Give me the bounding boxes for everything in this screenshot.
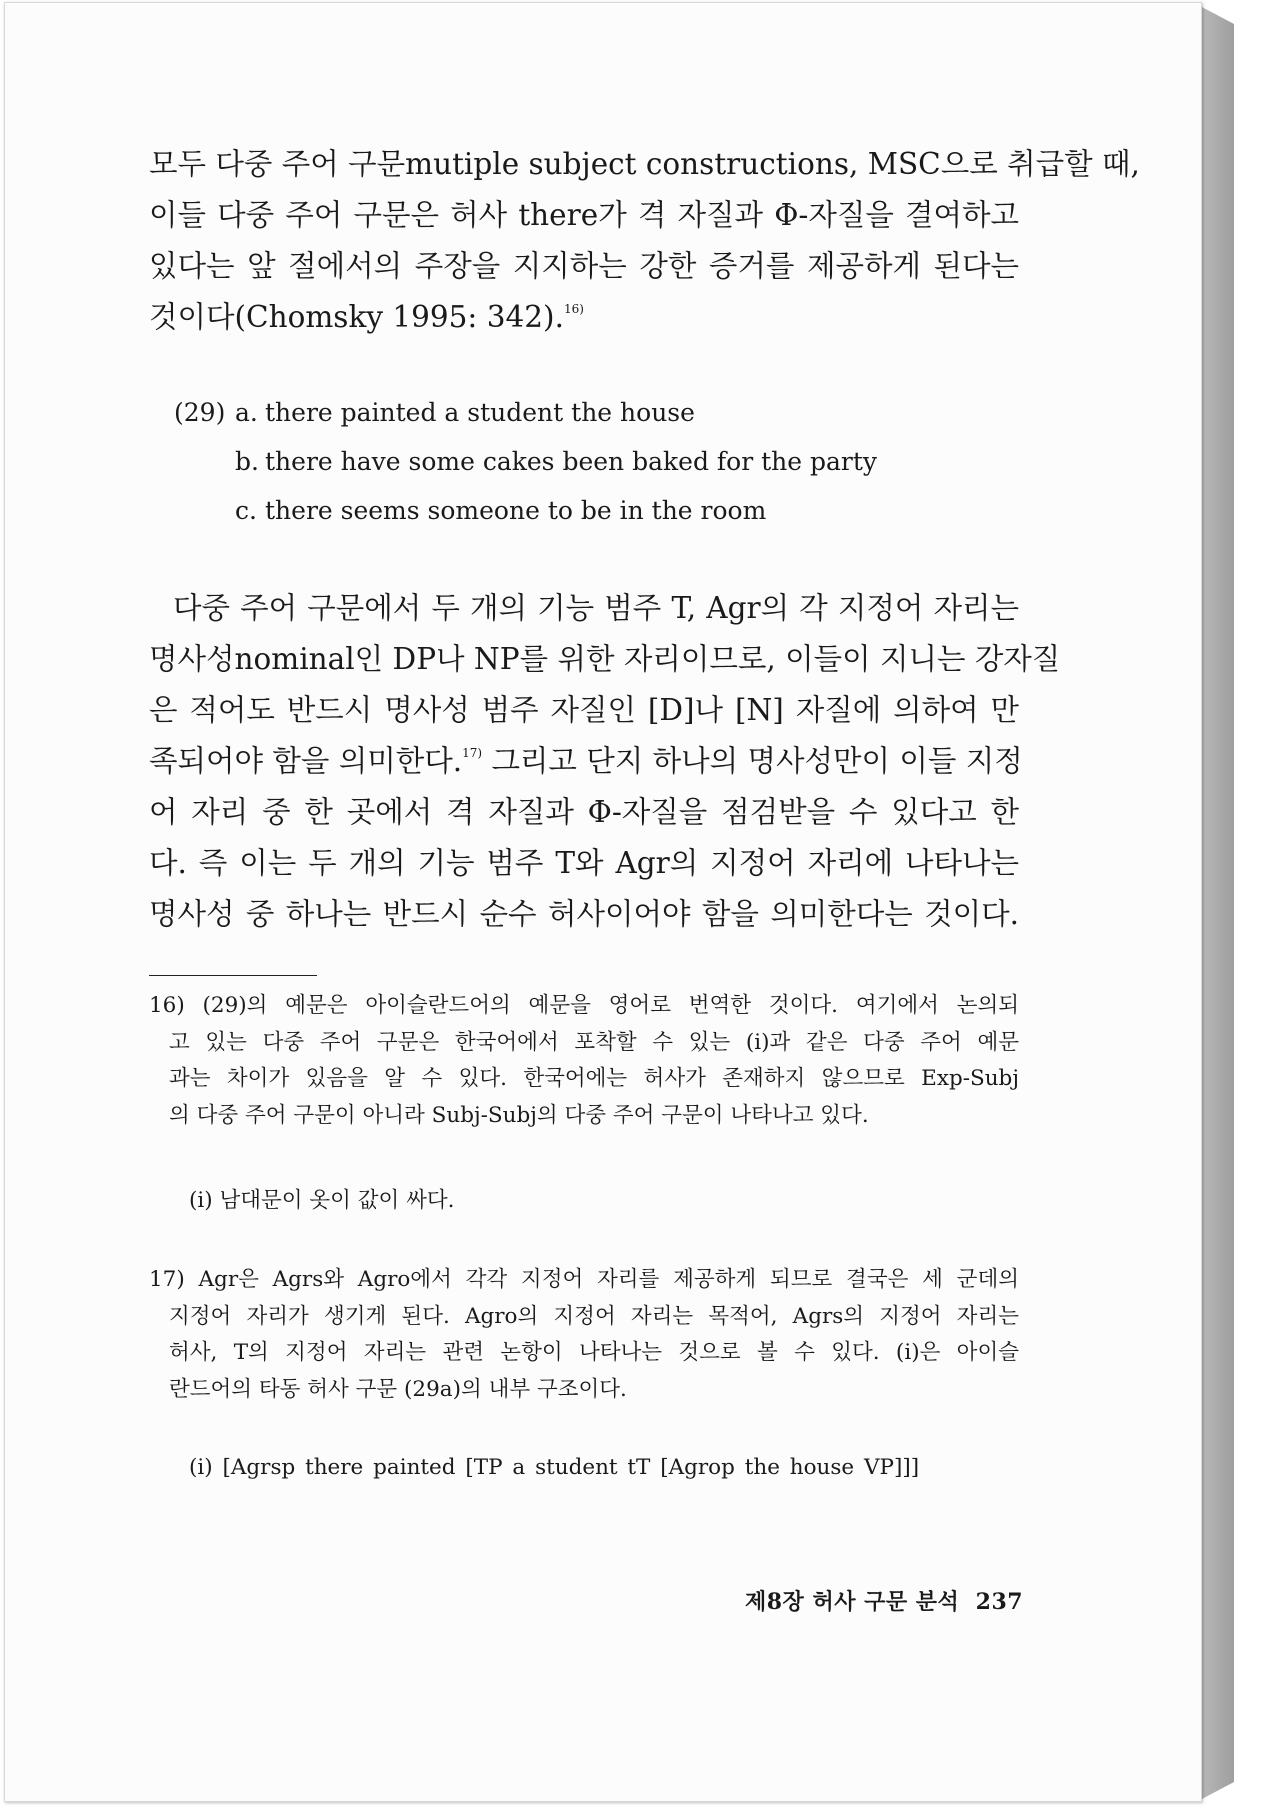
paragraph-text: 것이다(Chomsky 1995: 342).	[149, 300, 564, 334]
footnote-17	[149, 1262, 1019, 1409]
paragraph-line: 이들 다중 주어 구문은 허사 there가 격 자질과 Φ-자질을 결여하고	[149, 198, 1019, 232]
example-item	[174, 486, 877, 535]
example-number: (29)	[174, 398, 226, 427]
footnote-line: 고 있는 다중 주어 구문은 한국어에서 포착할 수 있는 (i)과 같은 다중 주어 예문	[169, 1029, 1019, 1055]
paragraph-line: 모두 다중 주어 구문mutiple subject constructions, MSC으로 취급할 때,	[149, 147, 1140, 181]
paragraph-line: 있다는 앞 절에서의 주장을 지지하는 강한 증거를 제공하게 된다는	[149, 249, 1019, 283]
footnote-line: 허사, T의 지정어 자리는 관련 논항이 나타나는 것으로 볼 수 있다. (i)은 아이슬	[169, 1340, 1019, 1366]
example-list-29	[174, 388, 877, 535]
paragraph-line: 어 자리 중 한 곳에서 격 자질과 Φ-자질을 점검받을 수 있다고 한	[149, 795, 1019, 829]
footnote-line: 17) Agr은 Agrs와 Agro에서 각각 지정어 자리를 제공하게 되므로 결국은 세 군데의	[149, 1267, 1019, 1292]
footnote-16-example: (i) 남대문이 옷이 값이 싸다.	[189, 1188, 455, 1213]
footnote-line: 란드어의 타동 허사 구문 (29a)의 내부 구조이다.	[169, 1377, 627, 1403]
page-edge	[1200, 6, 1234, 1800]
paragraph-line: 다. 즉 이는 두 개의 기능 범주 T와 Agr의 지정어 자리에 나타나는	[149, 846, 1019, 880]
chapter-title: 제8장 허사 구문 분석	[745, 1589, 960, 1615]
paragraph-line: 은 적어도 반드시 명사성 범주 자질인 [D]나 [N] 자질에 의하여 만	[149, 693, 1019, 727]
footnote-ref-16[interactable]: 16)	[563, 302, 584, 316]
paragraph-line	[149, 736, 1023, 787]
running-footer	[745, 1585, 1023, 1616]
example-text: there have some cakes been baked for the party	[265, 447, 878, 476]
paragraph-1	[149, 139, 1140, 343]
page-number: 237	[975, 1589, 1024, 1615]
paragraph-line: 다중 주어 구문에서 두 개의 기능 범주 T, Agr의 각 지정어 자리는	[173, 591, 1019, 625]
paragraph-2	[149, 583, 1061, 940]
paragraph-text: 그리고 단지 하나의 명사성만이 이들 지정	[482, 744, 1023, 778]
footnote-line: 의 다중 주어 구문이 아니라 Subj-Subj의 다중 주어 구문이 나타나고 있다.	[169, 1103, 869, 1129]
paragraph-text: 족되어야 함을 의미한다.	[149, 744, 463, 778]
footnote-line: 지정어 자리가 생기게 된다. Agro의 지정어 자리는 목적어, Agrs의 지정어 자리는	[169, 1303, 1019, 1329]
example-letter: b.	[235, 447, 259, 476]
footnote-line: 16) (29)의 예문은 아이슬란드어의 예문을 영어로 번역한 것이다. 여기에서 논의되	[149, 993, 1019, 1018]
footnote-line: 과는 차이가 있음을 알 수 있다. 한국어에는 허사가 존재하지 않으므로 Exp-Subj	[169, 1066, 1019, 1092]
example-letter: a.	[235, 398, 258, 427]
paragraph-line	[149, 292, 1019, 343]
paragraph-line: 명사성nominal인 DP나 NP를 위한 자리이므로, 이들이 지니는 강자질	[149, 642, 1061, 676]
example-item	[174, 388, 877, 437]
example-item	[174, 437, 877, 486]
paragraph-line: 명사성 중 하나는 반드시 순수 허사이어야 함을 의미한다는 것이다.	[149, 897, 1019, 931]
footnote-17-example: (i) [Agrsp there painted [TP a student tT [Agrop the house VP]]]	[189, 1455, 920, 1480]
footnote-16	[149, 988, 1019, 1135]
example-letter: c.	[235, 496, 257, 525]
footnote-divider	[149, 975, 317, 976]
footnote-ref-17[interactable]: 17)	[462, 746, 483, 760]
example-text: there painted a student the house	[265, 398, 695, 427]
example-text: there seems someone to be in the room	[265, 496, 767, 525]
